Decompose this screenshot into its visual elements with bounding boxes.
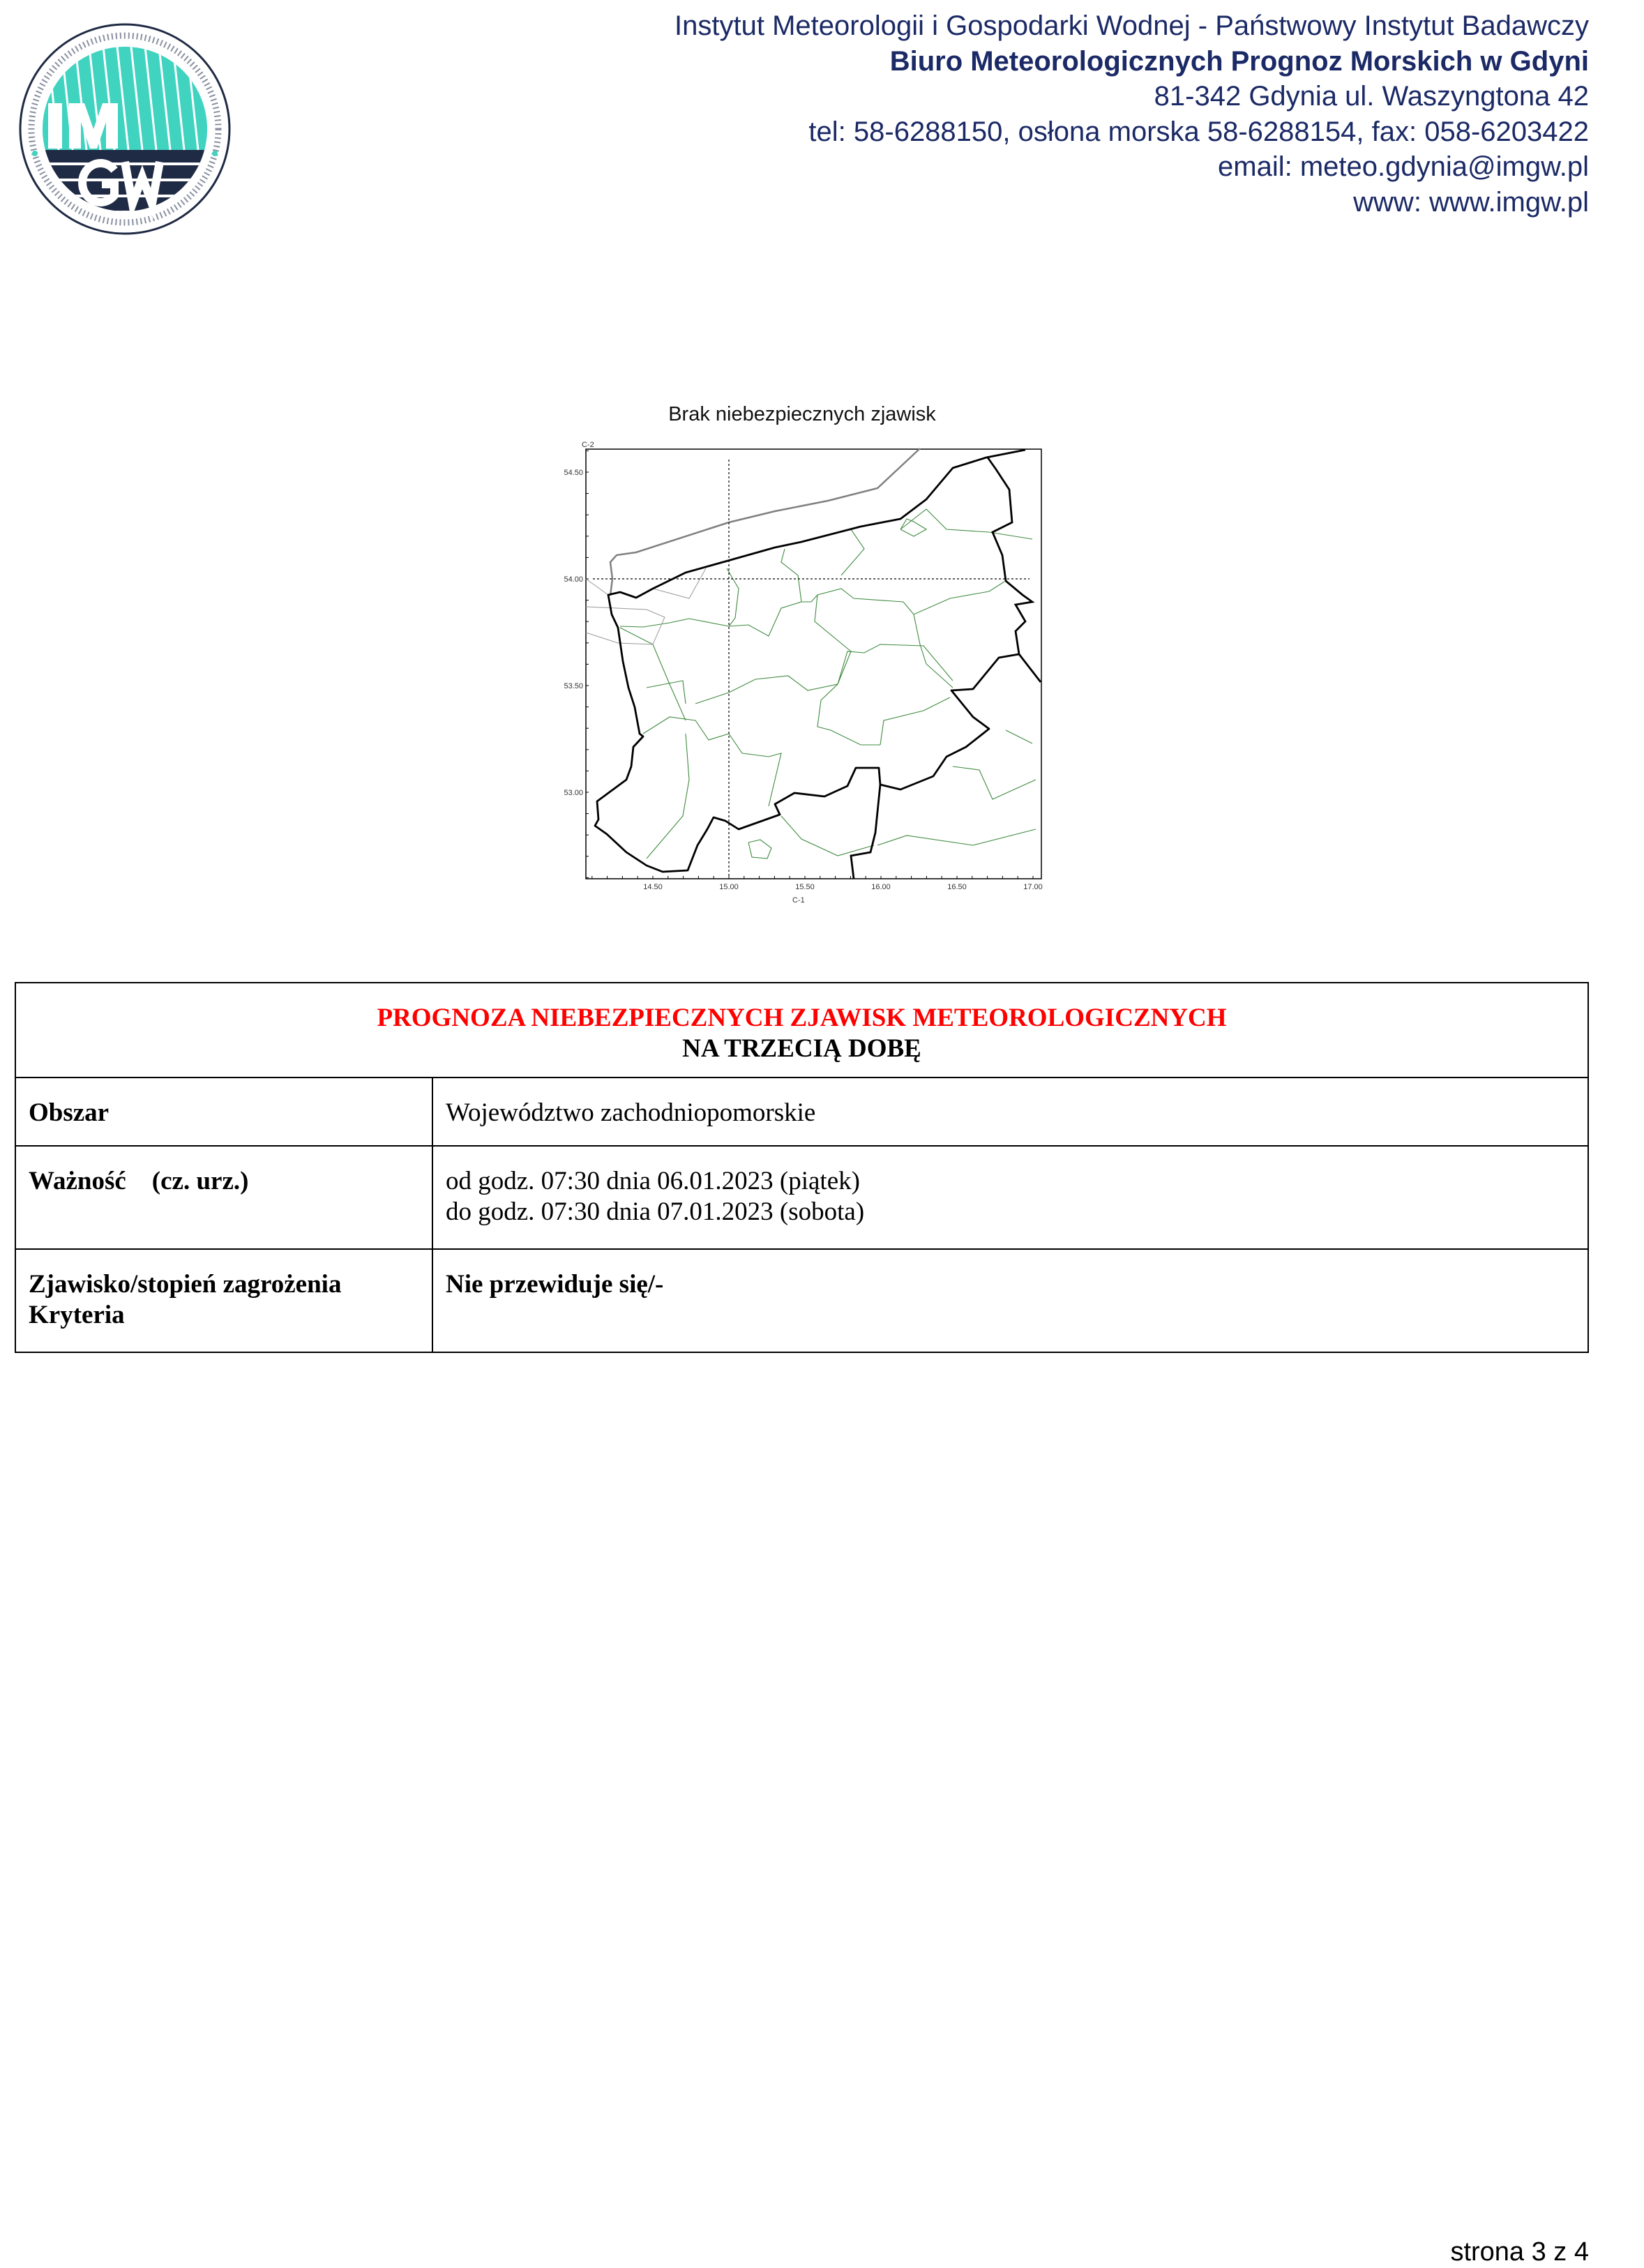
- validity-to: do godz. 07:30 dnia 07.01.2023 (sobota): [446, 1197, 865, 1226]
- forecast-title-line1: PROGNOZA NIEBEZPIECZNYCH ZJAWISK METEOROLOGICZNYCH: [377, 1004, 1227, 1032]
- x-tick-label: 15.50: [795, 883, 815, 891]
- table-row: [15, 1078, 1588, 1146]
- phenomenon-label-1: Zjawisko/stopień zagrożenia: [29, 1270, 342, 1299]
- validity-from: od godz. 07:30 dnia 06.01.2023 (piątek): [446, 1167, 860, 1195]
- x-tick-label: 15.00: [719, 883, 739, 891]
- warning-map: [544, 439, 1060, 990]
- x-tick-label: 14.50: [643, 883, 663, 891]
- y-axis-name: C-2: [582, 441, 594, 449]
- x-tick-label: 17.00: [1023, 883, 1043, 891]
- email-link[interactable]: email: meteo.gdynia@imgw.pl: [1218, 151, 1589, 182]
- area-label: Obszar: [15, 1078, 432, 1146]
- forecast-title-line2: NA TRZECIĄ DOBĘ: [682, 1034, 921, 1063]
- y-tick-label: 53.00: [564, 789, 583, 797]
- x-axis-name: C-1: [792, 896, 805, 905]
- y-tick-label: 54.00: [564, 575, 583, 584]
- table-row: [15, 1249, 1588, 1352]
- address: 81-342 Gdynia ul. Waszyngtona 42: [1154, 81, 1589, 112]
- area-value: Województwo zachodniopomorskie: [432, 1078, 1588, 1146]
- imgw-logo: [17, 21, 233, 237]
- office-name: Biuro Meteorologicznych Prognoz Morskich w Gdyni: [889, 45, 1589, 77]
- map-title: Brak niebezpiecznych zjawisk: [668, 403, 936, 425]
- website-link[interactable]: www: www.imgw.pl: [1353, 186, 1589, 218]
- y-tick-label: 53.50: [564, 682, 583, 690]
- forecast-title: [15, 983, 1588, 1078]
- validity-value: [432, 1146, 1588, 1249]
- map-frame: [586, 449, 1041, 879]
- phenomenon-label: [15, 1249, 432, 1352]
- page-number: strona 3 z 4: [1450, 2237, 1589, 2267]
- table-row: [15, 1146, 1588, 1249]
- phenomenon-value: Nie przewiduje się/-: [432, 1249, 1588, 1352]
- x-tick-label: 16.00: [871, 883, 891, 891]
- y-tick-label: 54.50: [564, 469, 583, 477]
- forecast-table: [15, 982, 1589, 1353]
- institute-name: Instytut Meteorologii i Gospodarki Wodnej - Państwowy Instytut Badawczy: [674, 10, 1589, 41]
- validity-label: Ważność (cz. urz.): [15, 1146, 432, 1249]
- phenomenon-label-2: Kryteria: [29, 1301, 125, 1329]
- institution-header: [674, 8, 1589, 220]
- x-tick-label: 16.50: [947, 883, 967, 891]
- phone-numbers: tel: 58-6288150, osłona morska 58-6288154, fax: 058-6203422: [808, 116, 1589, 147]
